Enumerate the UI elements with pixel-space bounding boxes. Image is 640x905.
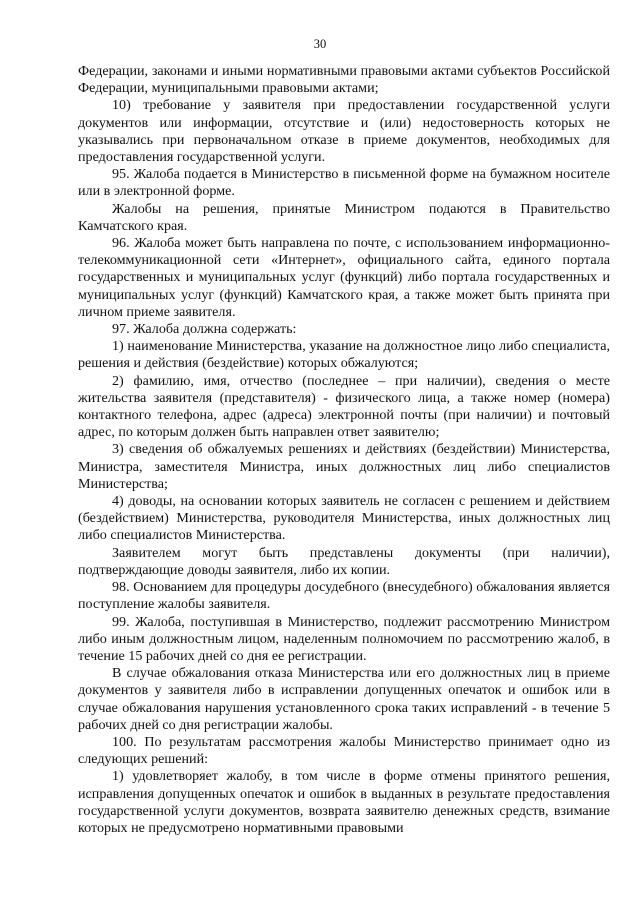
paragraph-98: 98. Основанием для процедуры досудебного (внесудебного) обжалования является поступление жалобы заявителя. [78,579,610,613]
paragraph-continuation: Федерации, законами и иными нормативными правовыми актами субъектов Российской Федерации, муниципальными правовыми актами; [78,63,610,97]
paragraph-refusal-appeal: В случае обжалования отказа Министерства или его должностных лиц в приеме документов у заявителя либо в исправлении допущенных опечаток и ошибок или в случае обжалования нарушения установленного срока таких исправлений - в течение 5 рабочих дней со дня регистрации жалобы. [78,665,610,733]
paragraph-100: 100. По результатам рассмотрения жалобы Министерство принимает одно из следующих решений: [78,733,610,768]
paragraph-97-item-1: 1) наименование Министерства, указание на должностное лицо либо специалиста, решения и действия (бездействие) которых обжалуются; [78,338,610,372]
paragraph-97-item-4: 4) доводы, на основании которых заявитель не согласен с решением и действием (бездействием) Министерства, руководителя Министерства, иных должностных лиц либо специалистов Министерства. [78,493,610,544]
paragraph-supporting-documents: Заявителем могут быть представлены документы (при наличии), подтверждающие доводы заявителя, либо их копии. [78,544,610,578]
paragraph-97-item-3: 3) сведения об обжалуемых решениях и действиях (бездействии) Министерства, Министра, заместителя Министра, иных должностных лиц либо специалистов Министерства; [78,441,610,492]
paragraph-100-item-1: 1) удовлетворяет жалобу, в том числе в форме отмены принятого решения, исправления допущенных опечаток и ошибок в выданных в результате предоставления государственной услуги документов, возврата заявителю денежных средств, взимание которых не предусмотрено нормативными правовыми [78,768,610,836]
paragraph-99: 99. Жалоба, поступившая в Министерство, подлежит рассмотрению Министром либо иным должностным лицом, наделенным полномочием по рассмотрению жалоб, в течение 15 рабочих дней со дня ее регистрации. [78,613,610,664]
paragraph-97-item-2: 2) фамилию, имя, отчество (последнее – при наличии), сведения о месте жительства заявителя (представителя) - физического лица, а также номер (номера) контактного телефона, адрес (адреса) электронной почты (при наличии) и почтовый адрес, по которым должен быть направлен ответ заявителю; [78,372,610,441]
page-number: 30 [313,37,327,51]
paragraph-97: 97. Жалоба должна содержать: [112,321,297,338]
paragraph-complaints-minister: Жалобы на решения, принятые Министром подаются в Правительство Камчатского края. [78,200,610,234]
paragraph-96: 96. Жалоба может быть направлена по почте, с использованием информационно-телекоммуникационной сети «Интернет», официального сайта, единого портала государственных и муниципальных услуг (функций) либо портала государственных и муниципальных услуг (функций) Камчатского края, а также может быть принята при личном приеме заявителя. [78,235,610,320]
paragraph-95: 95. Жалоба подается в Министерство в письменной форме на бумажном носителе или в электронной форме. [78,166,610,200]
paragraph-item-10: 10) требование у заявителя при предоставлении государственной услуги документов или информации, отсутствие и (или) недостоверность которых не указывались при первоначальном отказе в приеме документов, необходимых для предоставления государственной услуги. [78,97,610,166]
document-body [78,63,610,837]
